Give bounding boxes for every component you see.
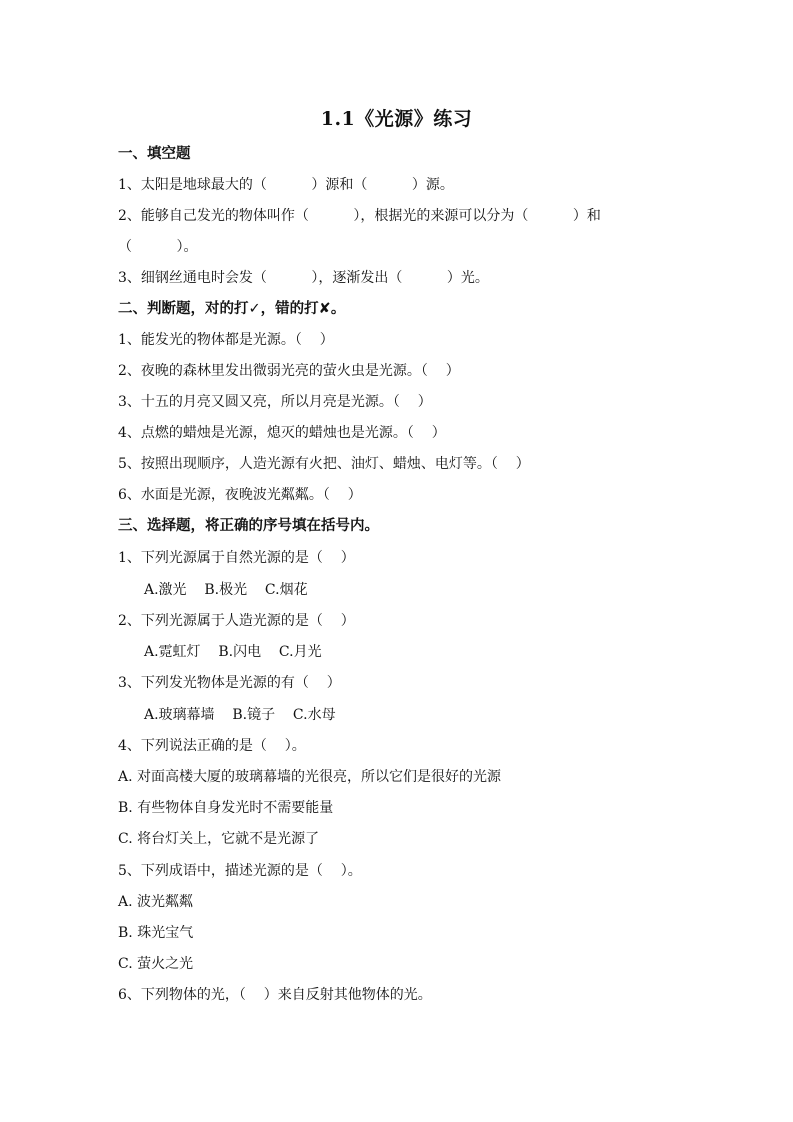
section-heading-true-false [118, 299, 345, 319]
option-line: A.霓虹灯 B.闪电 C.月光 [144, 644, 322, 660]
question-line: 5、按照出现顺序，人造光源有火把、油灯、蜡烛、电灯等。（ ） [118, 456, 530, 472]
question-line: 1、能发光的物体都是光源。（ ） [118, 332, 334, 348]
option-line: A. 对面高楼大厦的玻璃幕墙的光很亮，所以它们是很好的光源 [118, 769, 502, 785]
heading-text: ，错的打 [260, 300, 319, 317]
question-line: 2、夜晚的森林里发出微弱光亮的萤火虫是光源。（ ） [118, 363, 460, 379]
question-line: （ ）。 [118, 239, 198, 255]
cross-mark-icon: ✘ [318, 301, 331, 317]
question-line: 4、点燃的蜡烛是光源，熄灭的蜡烛也是光源。（ ） [118, 425, 446, 441]
question-line: 4、下列说法正确的是（ ）。 [118, 738, 306, 754]
question-line: 1、下列光源属于自然光源的是（ ） [118, 550, 355, 566]
option-line: B. 有些物体自身发光时不需要能量 [118, 800, 334, 816]
question-line: 3、十五的月亮又圆又亮，所以月亮是光源。（ ） [118, 394, 432, 410]
question-line: 6、下列物体的光，（ ）来自反射其他物体的光。 [118, 987, 432, 1003]
option-line: C. 将台灯关上，它就不是光源了 [118, 831, 320, 847]
question-line: 3、细钢丝通电时会发（ ），逐渐发出（ ）光。 [118, 270, 489, 286]
question-line: 5、下列成语中，描述光源的是（ ）。 [118, 863, 362, 879]
check-mark-icon: ✓ [248, 301, 261, 317]
question-line: 6、水面是光源，夜晚波光粼粼。（ ） [118, 487, 362, 503]
option-line: A. 波光粼粼 [118, 894, 194, 910]
option-line: A.玻璃幕墙 B.镜子 C.水母 [144, 707, 336, 723]
option-line: C. 萤火之光 [118, 956, 194, 972]
heading-text: 。 [330, 300, 346, 317]
question-line: 2、下列光源属于人造光源的是（ ） [118, 613, 355, 629]
section-heading-fill-in: 一、填空题 [118, 145, 191, 162]
option-line: A.激光 B.极光 C.烟花 [144, 582, 308, 598]
question-line: 2、能够自己发光的物体叫作（ ），根据光的来源可以分为（ ）和 [118, 208, 601, 224]
question-line: 1、太阳是地球最大的（ ）源和（ ）源。 [118, 177, 454, 193]
page-title: 1.1《光源》练习 [320, 108, 473, 130]
section-heading-multiple-choice: 三、选择题，将正确的序号填在括号内。 [118, 517, 379, 534]
question-line: 3、下列发光物体是光源的有（ ） [118, 675, 341, 691]
option-line: B. 珠光宝气 [118, 925, 194, 941]
heading-text: 二、判断题，对的打 [118, 300, 249, 317]
